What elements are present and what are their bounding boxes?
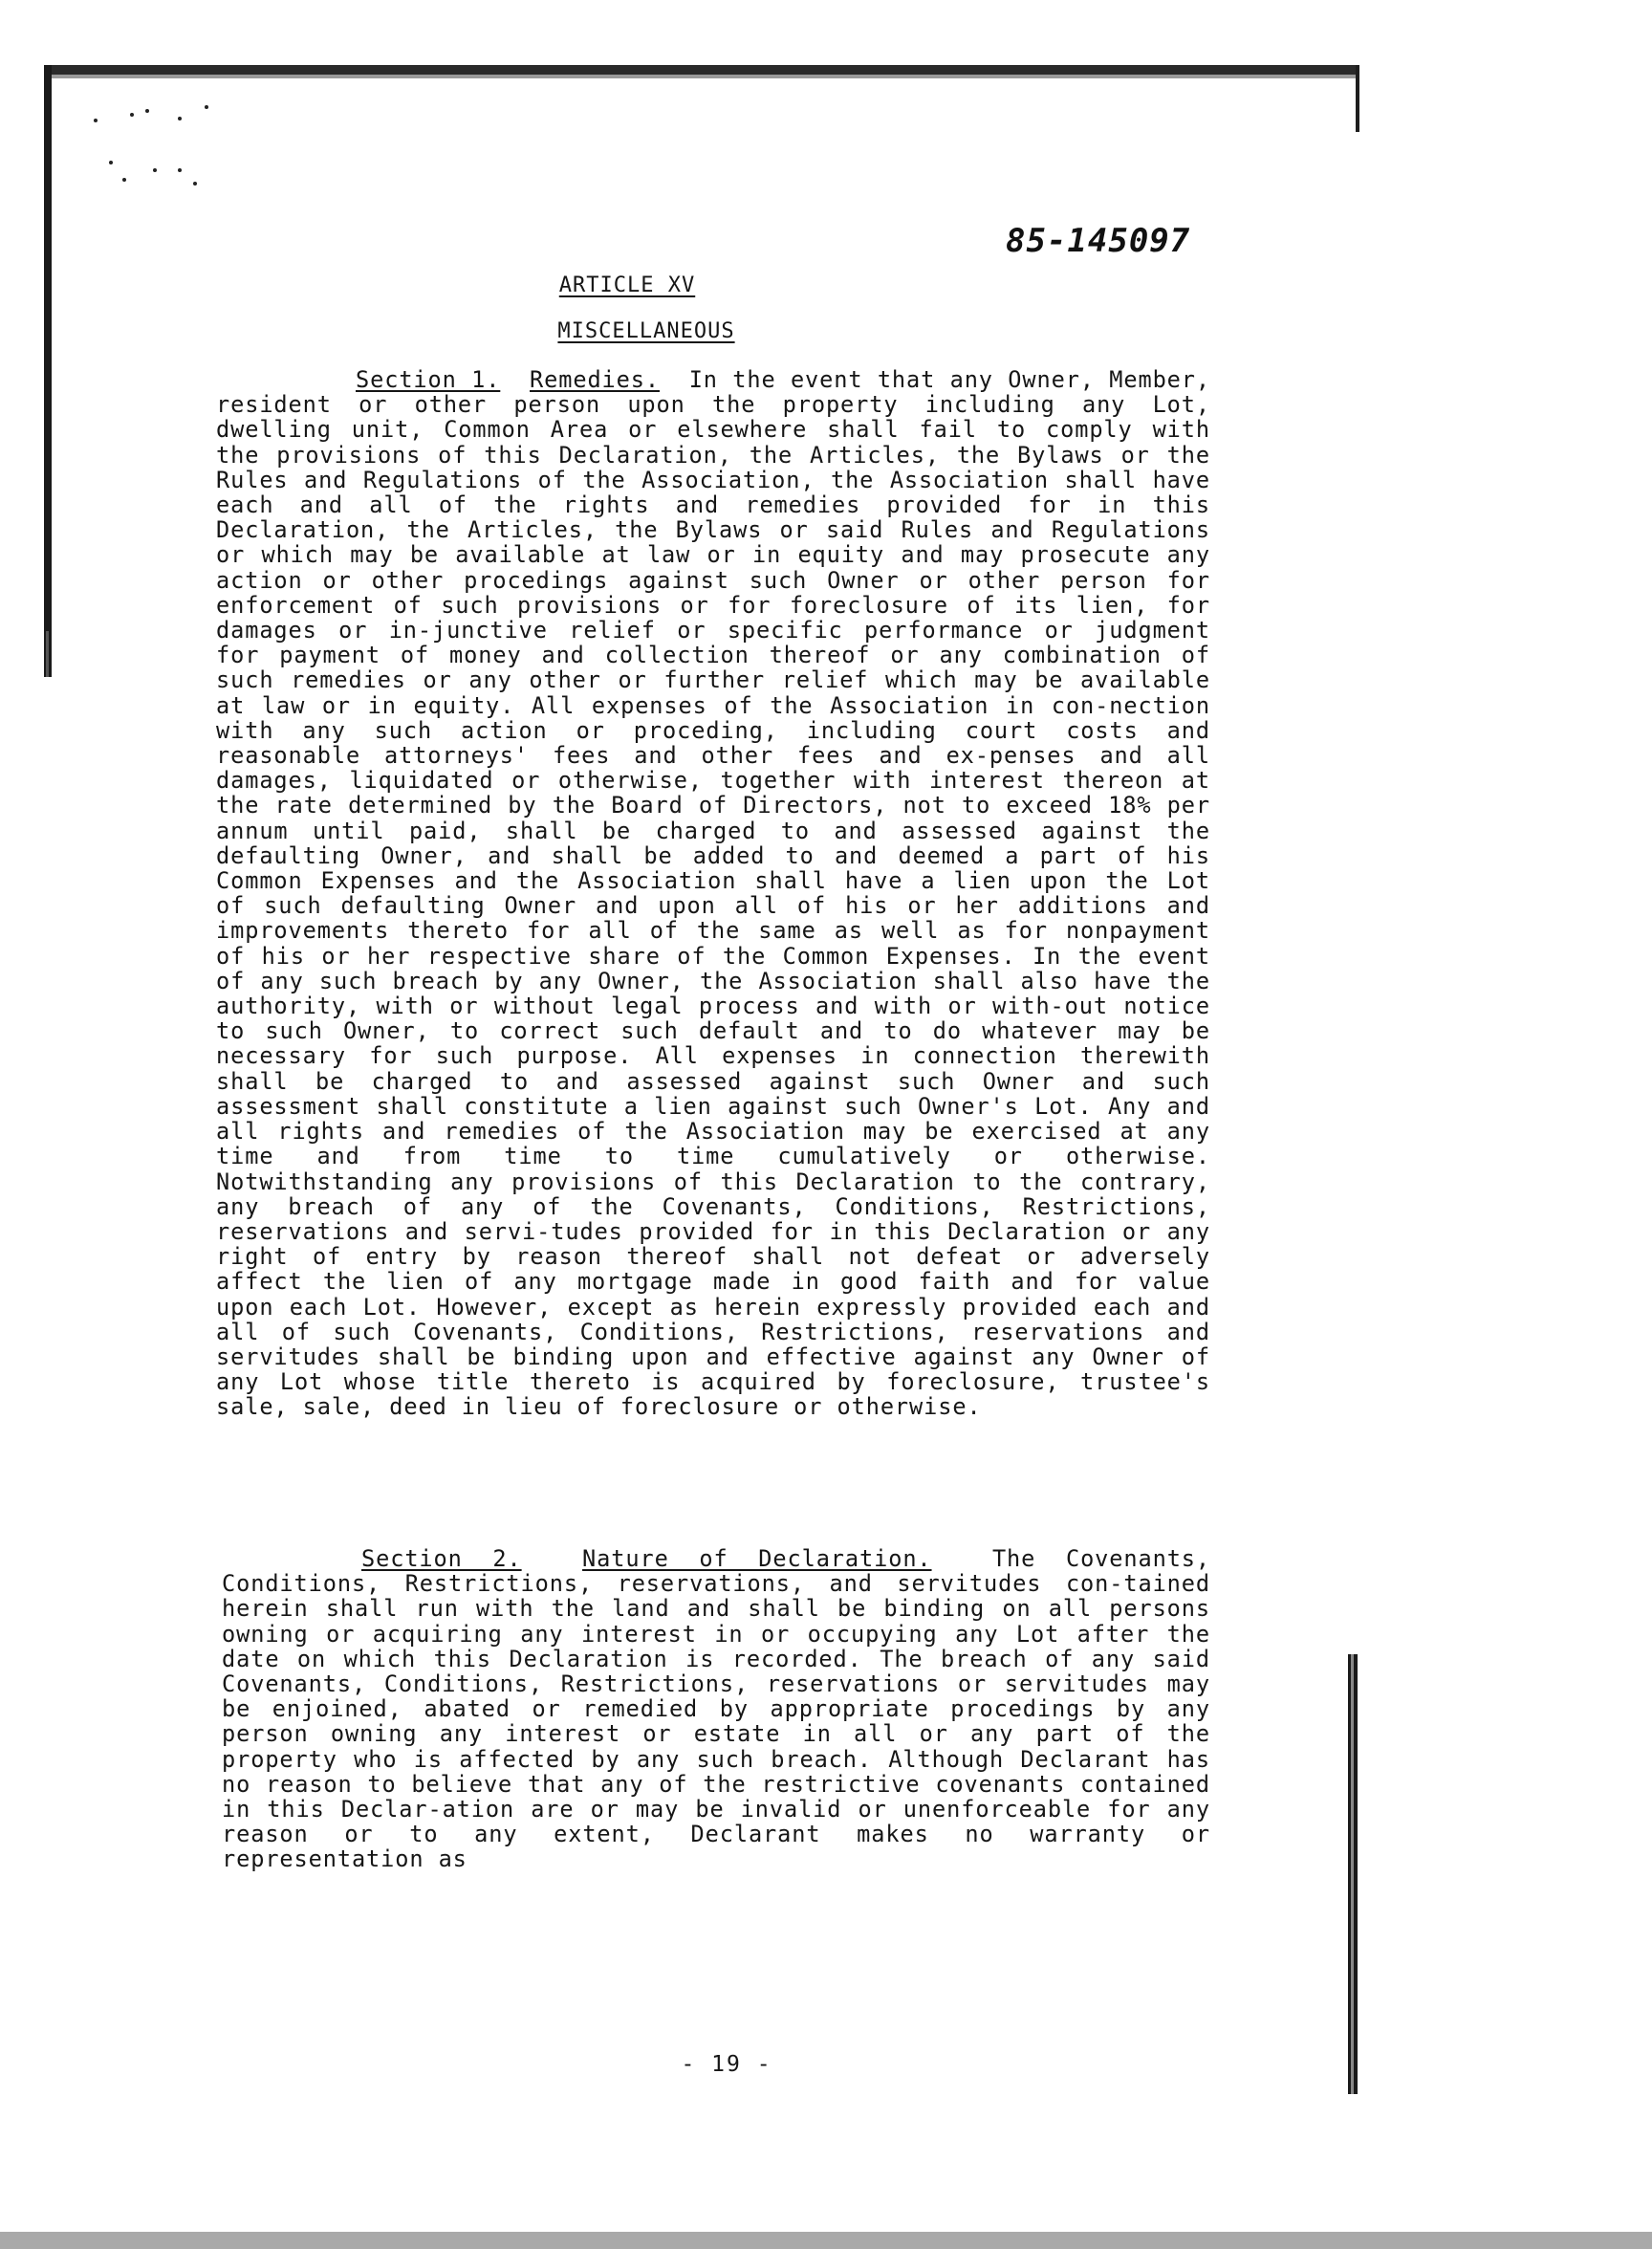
scan-speck (145, 109, 149, 113)
section-nature-of-declaration (222, 1546, 1210, 1872)
article-subtitle: MISCELLANEOUS (557, 319, 735, 343)
scan-speck (205, 105, 208, 109)
section-label: Section 2. (361, 1545, 522, 1572)
section-label: Section 1. (356, 366, 501, 393)
scan-speck (122, 178, 126, 182)
page-number: - 19 - (681, 2052, 772, 2077)
scan-border-top (44, 65, 1359, 75)
scan-border-bottom (0, 2232, 1652, 2249)
scan-speck (94, 119, 98, 122)
scan-border-left (44, 65, 52, 677)
scan-speck (193, 182, 197, 186)
scan-border-right (1356, 65, 1359, 132)
section-body-text: In the event that any Owner, Member, resident or other person upon the property including any Lot, dwelling unit, Common Area or elsewhere shall fail to comply with the provisions of this Declaration, the Articles, the Bylaws or the Rules and Regulations of the Association, the Association shall have each and all of the rights and remedies provided for in this Declaration, the Articles, the Bylaws or said Rules and Regulations or which may be available at law or in equity and may prosecute any action or other procedings against such Owner or other person for enforcement of such provisions or for foreclosure of its lien, for damages or in-junctive relief or specific performance or judgment for payment of money and collection thereof or any combination of such remedies or any other or further relief which may be available at law or in equity. All expenses of the Association in con-nection with any such action or proceding, including court costs and reasonable attorneys' fees and other fees and ex-penses and all damages, liquidated or otherwise, together with interest thereon at the rate determined by the Board of Directors, not to exceed 18% per annum until paid, shall be charged to and assessed against the defaulting Owner, and shall be added to and deemed a part of his Common Expenses and the Association shall have a lien upon the Lot of such defaulting Owner and upon all of his or her additions and improvements thereto for all of the same as well as for nonpayment of his or her respective share of the Common Expenses. In the event of any such breach by any Owner, the Association shall also have the authority, with or without legal process and with or with-out notice to such Owner, to correct such default and to do whatever may be necessary for such purpose. All expenses in connection therewith shall be charged to and assessed against such Owner and such assessment shall constitute a lien against such Owner's Lot. Any and all rights and remedies of the Association may be exercised at any time and from time to time cumulatively or otherwise. Notwithstanding any provisions of this Declaration to the contrary, any breach of any of the Covenants, Conditions, Restrictions, reservations and servi-tudes provided for in this Declaration or any right of entry by reason thereof shall not defeat or adversely affect the lien of any mortgage made in good faith and for value upon each Lot. However, except as herein expressly provided each and all of such Covenants, Conditions, Restrictions, reservations and servitudes shall be binding upon and effective against any Owner of any Lot whose title thereto is acquired by foreclosure, trustee's sale, sale, deed in lieu of foreclosure or otherwise. (216, 366, 1210, 1421)
section-remedies (216, 367, 1210, 1420)
scan-speck (130, 113, 134, 117)
scan-speck (109, 161, 113, 164)
scan-speck (178, 117, 182, 120)
scan-speck (153, 168, 157, 172)
section-title: Remedies. (530, 366, 660, 393)
scan-border-left-tail (46, 631, 49, 677)
section-title: Nature of Declaration. (582, 1545, 932, 1572)
recording-number: 85-145097 (1006, 222, 1191, 260)
scan-border-top-shadow (44, 75, 1359, 78)
scan-border-right-lower-highlight (1351, 1654, 1354, 2094)
section-body-text: The Covenants, Conditions, Restrictions, reservations, and servitudes con-tained herein shall run with the land and shall be binding on all persons owning or acquiring any interest in or occupying any Lot after the date on which this Declaration is recorded. The breach of any said Covenants, Conditions, Restrictions, reservations or servitudes may be enjoined, abated or remedied by appropriate procedings by any person owning any interest or estate in all or any part of the property who is affected by any such breach. Although Declarant has no reason to believe that any of the restrictive covenants contained in this Declar-ation are or may be invalid or unenforceable for any reason or to any extent, Declarant makes no warranty or representation as (222, 1545, 1211, 1873)
article-title: ARTICLE XV (558, 273, 696, 297)
scan-speck (178, 168, 182, 172)
